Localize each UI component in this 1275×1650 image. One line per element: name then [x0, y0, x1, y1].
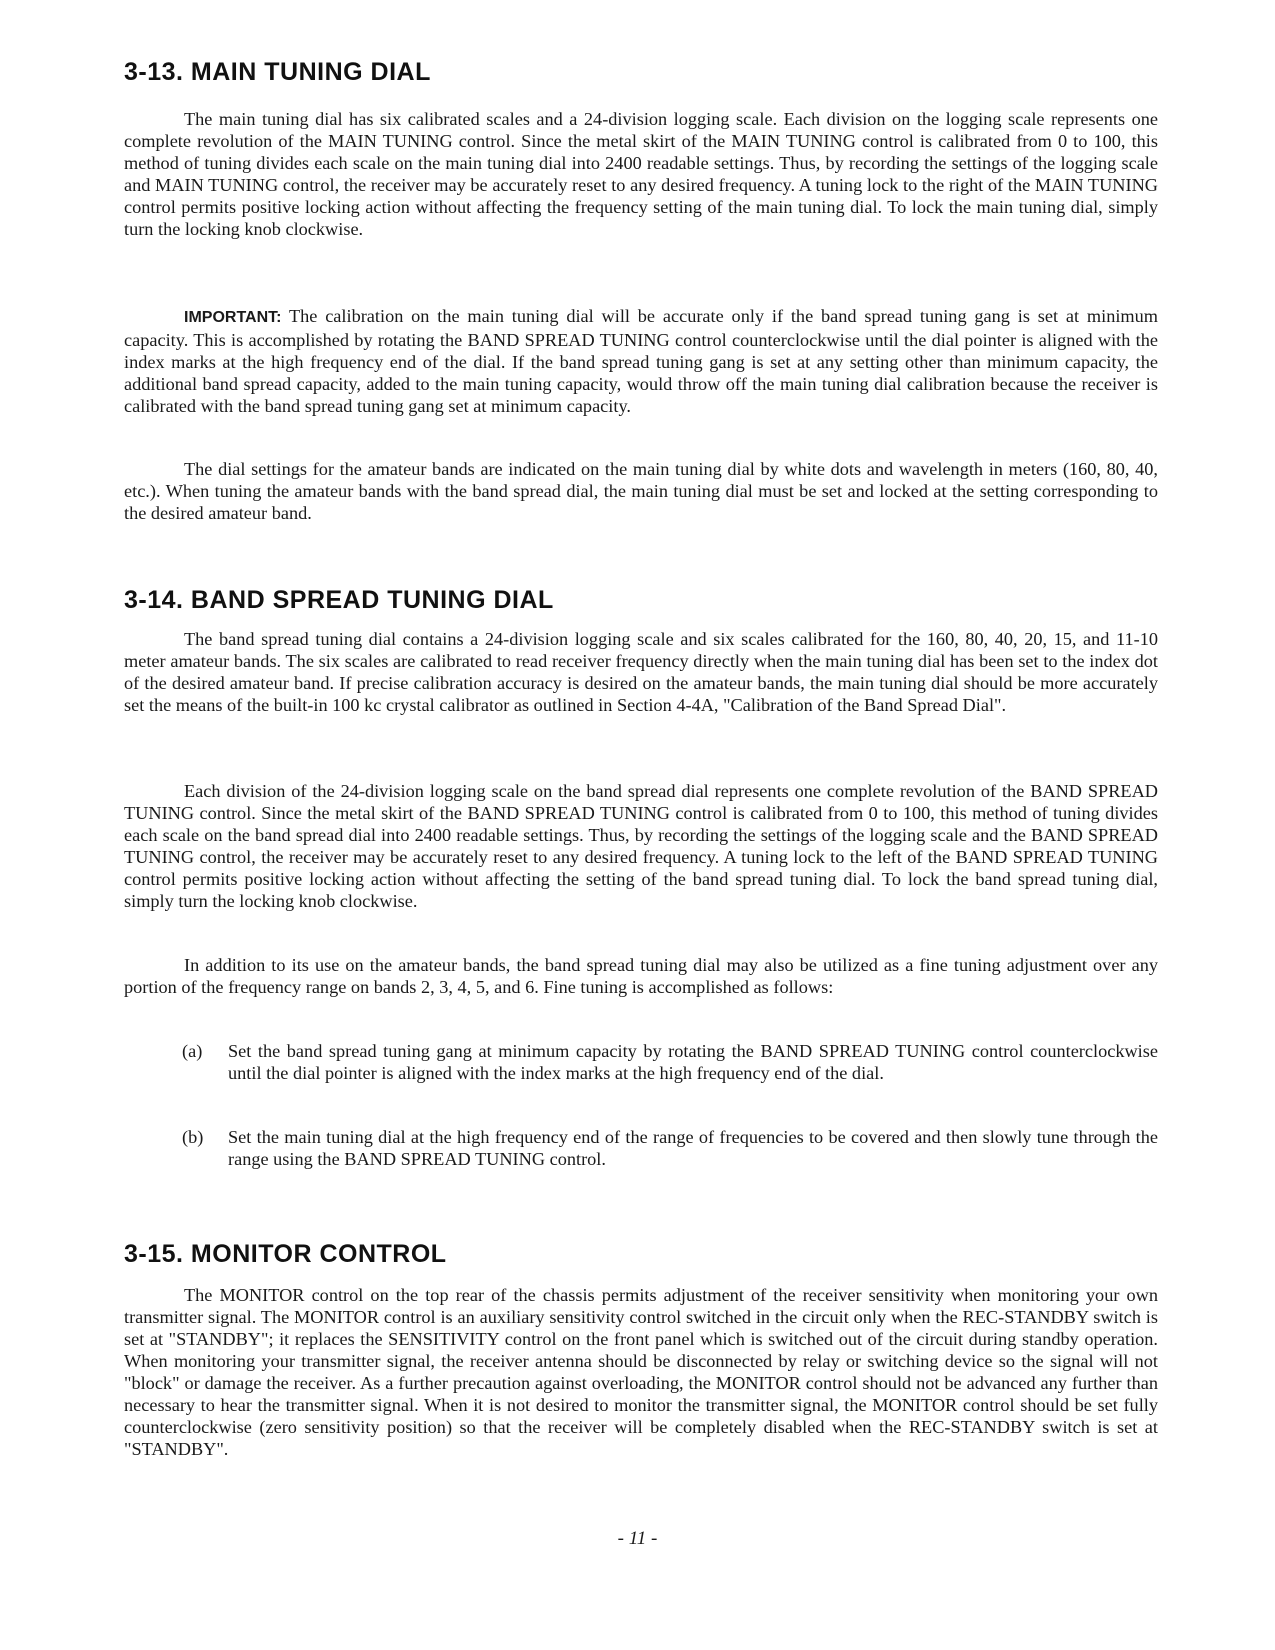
- important-label: IMPORTANT:: [184, 309, 282, 326]
- section-band-spread-tuning-dial: [124, 586, 1158, 615]
- section-body: [124, 954, 1158, 998]
- list-item-text: Set the main tuning dial at the high frequency end of the range of frequencies to be covered and then slowly tune through the range using the BAND SPREAD TUNING control.: [228, 1127, 1158, 1169]
- list-item: [124, 1126, 1158, 1170]
- list-item-label: (a): [182, 1041, 203, 1061]
- important-paragraph: [124, 305, 1158, 417]
- section-body: [124, 108, 1158, 240]
- paragraph: Each division of the 24-division logging scale on the band spread dial represents one complete revolution of the BAND SPREAD TUNING control. Since the metal skirt of the BAND SPREAD TUNING control is calibrated from 0 to 100, this method of tuning divides each scale on the band spread dial into 2400 readable settings. Thus, by recording the settings of the logging scale and the BAND SPREAD TUNING control, the receiver may be accurately reset to any desired frequency. A tuning lock to the left of the BAND SPREAD TUNING control permits positive locking action without affecting the setting of the band spread tuning dial. To lock the band spread tuning dial, simply turn the locking knob clockwise.: [124, 781, 1158, 911]
- list-item: [124, 1040, 1158, 1084]
- list-item-text: Set the band spread tuning gang at minimum capacity by rotating the BAND SPREAD TUNING control counterclockwise until the dial pointer is aligned with the index marks at the high frequency end of the dial.: [228, 1041, 1158, 1083]
- page-number: - 11 -: [617, 1528, 658, 1549]
- section-body: [124, 780, 1158, 912]
- important-text: The calibration on the main tuning dial will be accurate only if the band spread tuning gang is set at minimum capacity. This is accomplished by rotating the BAND SPREAD TUNING control counterclockwise until the dial pointer is aligned with the index marks at the high frequency end of the dial. If the band spread tuning gang is set at any setting other than minimum capacity, the additional band spread capacity, added to the main tuning capacity, would throw off the main tuning dial calibration because the receiver is calibrated with the band spread tuning gang set at minimum capacity.: [124, 306, 1158, 416]
- section-body: [124, 1284, 1158, 1460]
- section-heading: 3-15. MONITOR CONTROL: [124, 1240, 447, 1268]
- paragraph: In addition to its use on the amateur bands, the band spread tuning dial may also be utilized as a fine tuning adjustment over any portion of the frequency range on bands 2, 3, 4, 5, and 6. Fine tuning is accomplished as follows:: [124, 955, 1158, 997]
- section-heading: 3-13. MAIN TUNING DIAL: [124, 58, 431, 86]
- section-body: [124, 458, 1158, 524]
- section-heading: 3-14. BAND SPREAD TUNING DIAL: [124, 586, 554, 614]
- paragraph: The MONITOR control on the top rear of the chassis permits adjustment of the receiver sensitivity when monitoring your own transmitter signal. The MONITOR control is an auxiliary sensitivity control switched in the circuit only when the REC-STANDBY switch is set at "STANDBY"; it replaces the SENSITIVITY control on the front panel which is switched out of the circuit during standby operation. When monitoring your transmitter signal, the receiver antenna should be disconnected by relay or switching device so the signal will not "block" or damage the receiver. As a further precaution against overloading, the MONITOR control should not be advanced any further than necessary to hear the transmitter signal. When it is not desired to monitor the transmitter signal, the MONITOR control should be set fully counterclockwise (zero sensitivity position) so that the receiver will be completely disabled when the REC-STANDBY switch is set at "STANDBY".: [124, 1285, 1158, 1459]
- section-monitor-control: [124, 1240, 1158, 1269]
- step-list: [124, 1040, 1158, 1084]
- step-list: [124, 1126, 1158, 1170]
- important-note: [124, 305, 1158, 417]
- paragraph: The main tuning dial has six calibrated scales and a 24-division logging scale. Each division on the logging scale represents one complete revolution of the MAIN TUNING control. Since the metal skirt of the MAIN TUNING control is calibrated from 0 to 100, this method of tuning divides each scale on the main tuning dial into 2400 readable settings. Thus, by recording the settings of the logging scale and MAIN TUNING control, the receiver may be accurately reset to any desired frequency. A tuning lock to the right of the MAIN TUNING control permits positive locking action without affecting the frequency setting of the main tuning dial. To lock the main tuning dial, simply turn the locking knob clockwise.: [124, 109, 1158, 239]
- paragraph: The dial settings for the amateur bands are indicated on the main tuning dial by white dots and wavelength in meters (160, 80, 40, etc.). When tuning the amateur bands with the band spread dial, the main tuning dial must be set and locked at the setting corresponding to the desired amateur band.: [124, 459, 1158, 523]
- section-body: [124, 628, 1158, 716]
- section-main-tuning-dial: [124, 58, 1158, 87]
- list-item-label: (b): [182, 1127, 204, 1147]
- paragraph: The band spread tuning dial contains a 24-division logging scale and six scales calibrated for the 160, 80, 40, 20, 15, and 11-10 meter amateur bands. The six scales are calibrated to read receiver frequency directly when the main tuning dial has been set to the index dot of the desired amateur band. If precise calibration accuracy is desired on the amateur bands, the main tuning dial should be more accurately set the means of the built-in 100 kc crystal calibrator as outlined in Section 4-4A, "Calibration of the Band Spread Dial".: [124, 629, 1158, 715]
